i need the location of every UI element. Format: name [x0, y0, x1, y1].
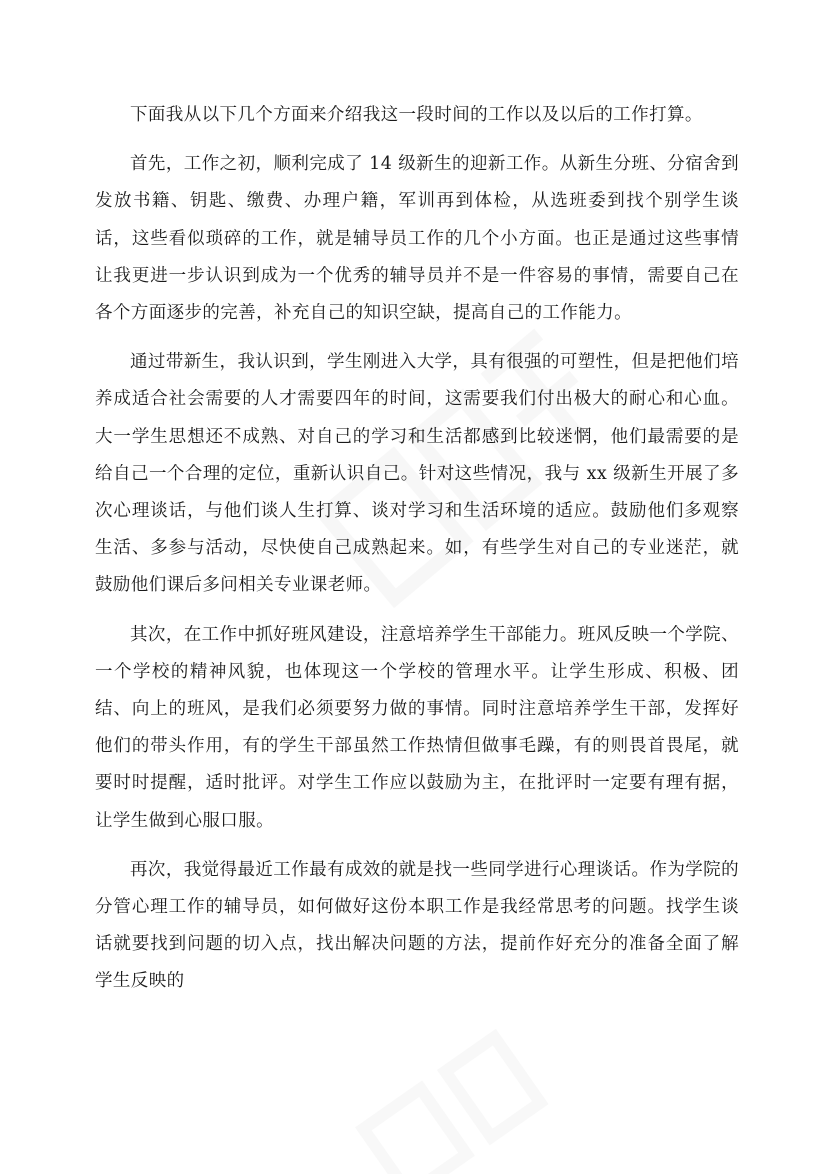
document-body	[95, 97, 739, 1013]
paragraph-third: 再次，我觉得最近工作最有成效的就是找一些同学进行心理谈话。作为学院的分管心理工作的辅导员，如何做好这份本职工作是我经常思考的问题。找学生谈话就要找到问题的切入点，找出解决问题的方法，提前作好充分的准备全面了解学生反映的	[95, 859, 739, 992]
paragraph-new-students: 通过带新生，我认识到，学生刚进入大学，具有很强的可塑性，但是把他们培养成适合社会需要的人才需要四年的时间，这需要我们付出极大的耐心和心血。大一学生思想还不成熟、对自己的学习和生活都感到比较迷惘，他们最需要的是给自己一个合理的定位，重新认识自己。针对这些情况，我与 xx 级新生开展了多次心理谈话，与他们谈人生打算、谈对学习和生活环境的适应。鼓励他们多观察生活、多参与活动，尽快使自己成熟起来。如，有些学生对自己的专业迷茫，就鼓励他们课后多问相关专业课老师。	[95, 352, 739, 596]
paragraph-intro: 下面我从以下几个方面来介绍我这一段时间的工作以及以后的工作打算。	[130, 105, 703, 125]
paragraph-second: 其次，在工作中抓好班风建设，注意培养学生干部能力。班风反映一个学院、一个学校的精神风貌，也体现这一个学校的管理水平。让学生形成、积极、团结、向上的班风，是我们必须要努力做的事情。同时注意培养学生干部，发挥好他们的带头作用，有的学生干部虽然工作热情但做事毛躁，有的则畏首畏尾，就要时时提醒，适时批评。对学生工作应以鼓励为主，在批评时一定要有理有据，让学生做到心服口服。	[95, 624, 739, 831]
paragraph-first: 首先，工作之初，顺利完成了 14 级新生的迎新工作。从新生分班、分宿舍到发放书籍、钥匙、缴费、办理户籍，军训再到体检，从选班委到找个别学生谈话，这些看似琐碎的工作，就是辅导员工作的几个小方面。也正是通过这些事情让我更进一步认识到成为一个优秀的辅导员并不是一件容易的事情，需要自己在各个方面逐步的完善，补充自己的知识空缺，提高自己的工作能力。	[95, 154, 739, 324]
watermark-graphic-lower	[330, 1010, 590, 1174]
